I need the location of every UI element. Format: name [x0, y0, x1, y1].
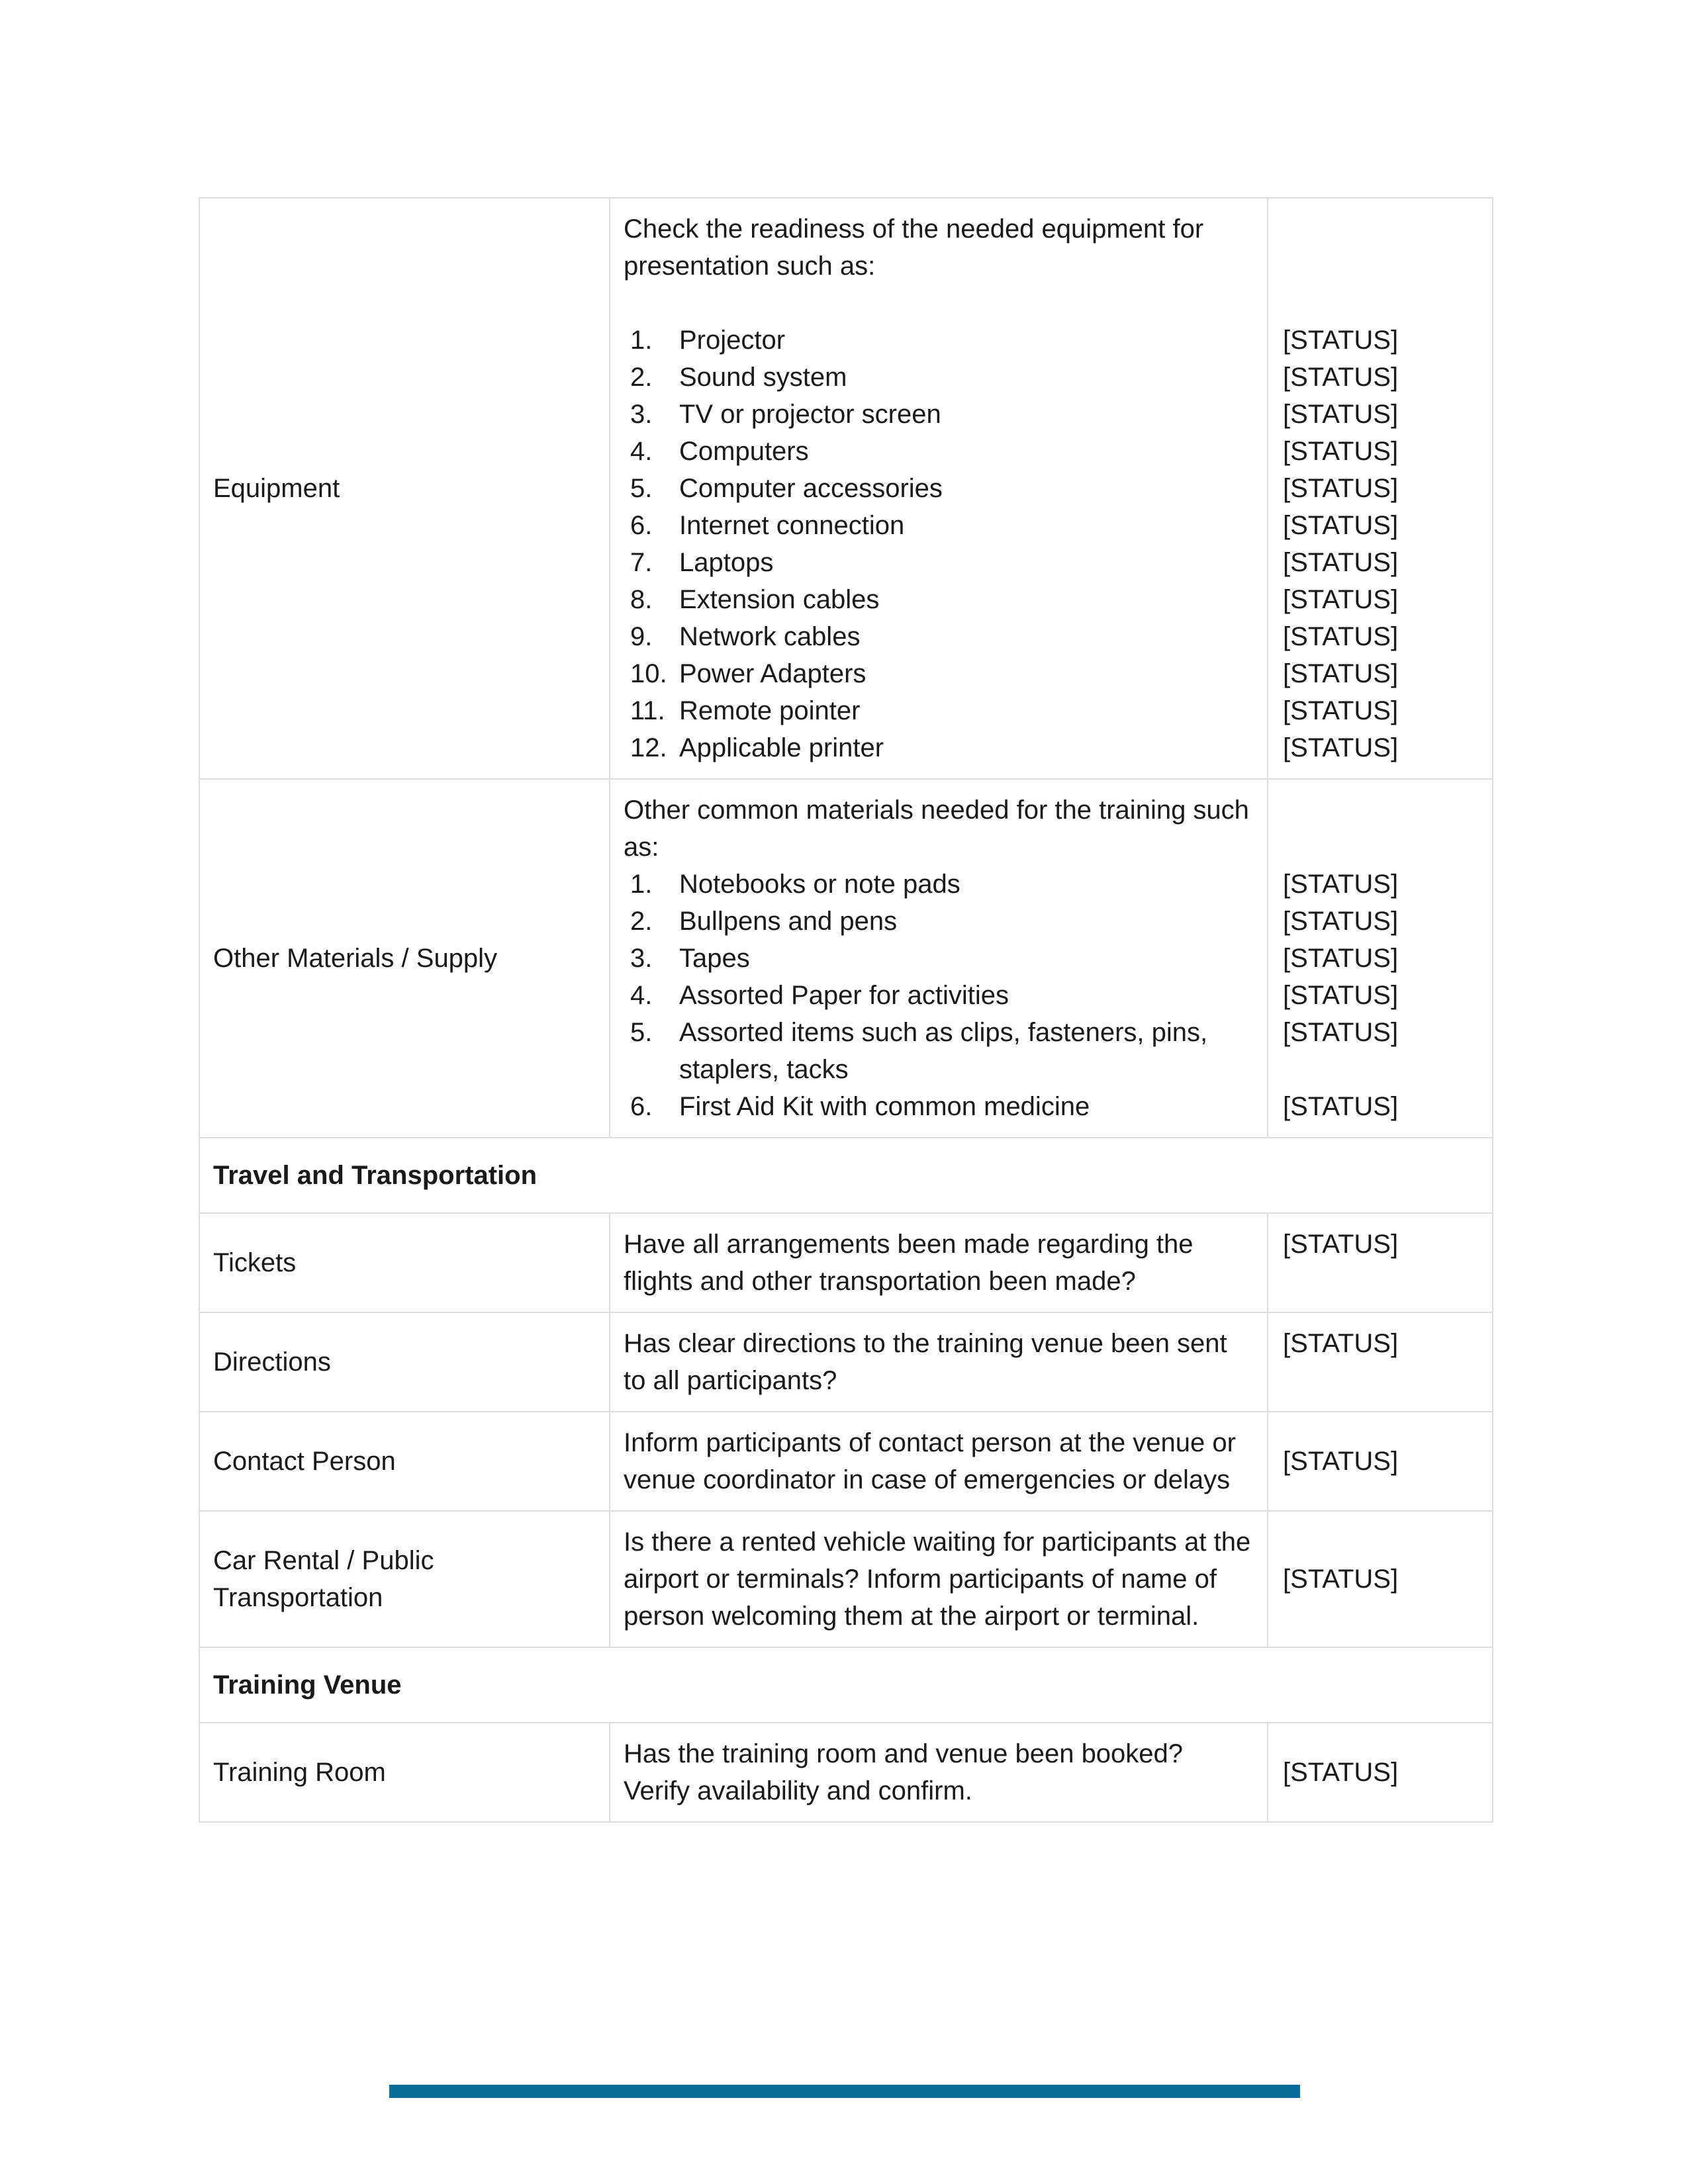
list-item: 1. Notebooks or note pads [630, 870, 961, 899]
materials-row [199, 779, 1493, 1138]
status-value: [STATUS] [1283, 659, 1399, 688]
table-row [199, 1723, 1493, 1822]
status-value: [STATUS] [1283, 622, 1399, 651]
list-item: 12. Applicable printer [630, 733, 884, 762]
status-value: [STATUS] [1268, 1213, 1493, 1312]
equipment-description [610, 198, 1268, 779]
status-value: [STATUS] [1283, 585, 1399, 614]
status-value: [STATUS] [1283, 511, 1399, 540]
list-item: 5. Assorted items such as clips, fasteners, pins, staplers, tacks [630, 1018, 1208, 1084]
status-value: [STATUS] [1268, 1723, 1493, 1822]
status-value: [STATUS] [1283, 907, 1399, 936]
list-item: 3. Tapes [630, 944, 750, 973]
status-value: [STATUS] [1283, 548, 1399, 577]
row-label: Training Room [199, 1723, 610, 1822]
section-travel [199, 1138, 1493, 1213]
materials-intro: Other common materials needed for the training such as: [624, 796, 1249, 862]
row-description: Is there a rented vehicle waiting for participants at the airport or terminals? Inform participants of name of person welcoming them at the airport or terminal. [610, 1511, 1268, 1647]
row-description: Have all arrangements been made regarding the flights and other transportation been made? [610, 1213, 1268, 1312]
row-label: Car Rental / Public Transportation [199, 1511, 610, 1647]
row-description: Inform participants of contact person at the venue or venue coordinator in case of emergencies or delays [610, 1412, 1268, 1511]
list-item: 2. Sound system [630, 363, 847, 392]
table-row [199, 1412, 1493, 1511]
status-value: [STATUS] [1283, 437, 1399, 466]
equipment-intro: Check the readiness of the needed equipment for presentation such as: [624, 214, 1204, 281]
row-description: Has clear directions to the training venue been sent to all participants? [610, 1312, 1268, 1412]
footer-accent-bar [389, 2085, 1300, 2098]
list-item: 6. First Aid Kit with common medicine [630, 1092, 1090, 1121]
list-item: 9. Network cables [630, 622, 861, 651]
status-value: [STATUS] [1283, 326, 1399, 355]
status-value: [STATUS] [1283, 474, 1399, 503]
status-value: [STATUS] [1283, 733, 1399, 762]
section-heading: Training Venue [199, 1647, 1493, 1723]
equipment-row [199, 198, 1493, 779]
materials-description [610, 779, 1268, 1138]
row-label: Directions [199, 1312, 610, 1412]
table-row [199, 1511, 1493, 1647]
status-value: [STATUS] [1283, 1018, 1399, 1047]
section-heading: Travel and Transportation [199, 1138, 1493, 1213]
list-item: 3. TV or projector screen [630, 400, 941, 429]
status-value: [STATUS] [1283, 363, 1399, 392]
materials-status-column [1268, 779, 1493, 1138]
list-item: 4. Computers [630, 437, 809, 466]
status-value: [STATUS] [1283, 1092, 1399, 1121]
equipment-list [624, 322, 1254, 766]
status-value: [STATUS] [1283, 696, 1399, 725]
list-item: 6. Internet connection [630, 511, 905, 540]
status-value: [STATUS] [1283, 981, 1399, 1010]
list-item: 10. Power Adapters [630, 659, 867, 688]
status-value: [STATUS] [1268, 1312, 1493, 1412]
equipment-label: Equipment [199, 198, 610, 779]
materials-label: Other Materials / Supply [199, 779, 610, 1138]
equipment-status-column [1268, 198, 1493, 779]
list-item: 4. Assorted Paper for activities [630, 981, 1009, 1010]
list-item: 1. Projector [630, 326, 786, 355]
list-item: 11. Remote pointer [630, 696, 861, 725]
row-label: Contact Person [199, 1412, 610, 1511]
section-venue [199, 1647, 1493, 1723]
materials-list [624, 866, 1254, 1125]
checklist-table [199, 197, 1493, 1823]
row-description: Has the training room and venue been booked? Verify availability and confirm. [610, 1723, 1268, 1822]
list-item: 5. Computer accessories [630, 474, 943, 503]
status-value: [STATUS] [1283, 944, 1399, 973]
list-item: 2. Bullpens and pens [630, 907, 898, 936]
list-item: 8. Extension cables [630, 585, 880, 614]
table-row [199, 1213, 1493, 1312]
status-value: [STATUS] [1268, 1412, 1493, 1511]
row-label: Tickets [199, 1213, 610, 1312]
status-value: [STATUS] [1268, 1511, 1493, 1647]
list-item: 7. Laptops [630, 548, 774, 577]
status-value: [STATUS] [1283, 870, 1399, 899]
status-value: [STATUS] [1283, 400, 1399, 429]
table-row [199, 1312, 1493, 1412]
